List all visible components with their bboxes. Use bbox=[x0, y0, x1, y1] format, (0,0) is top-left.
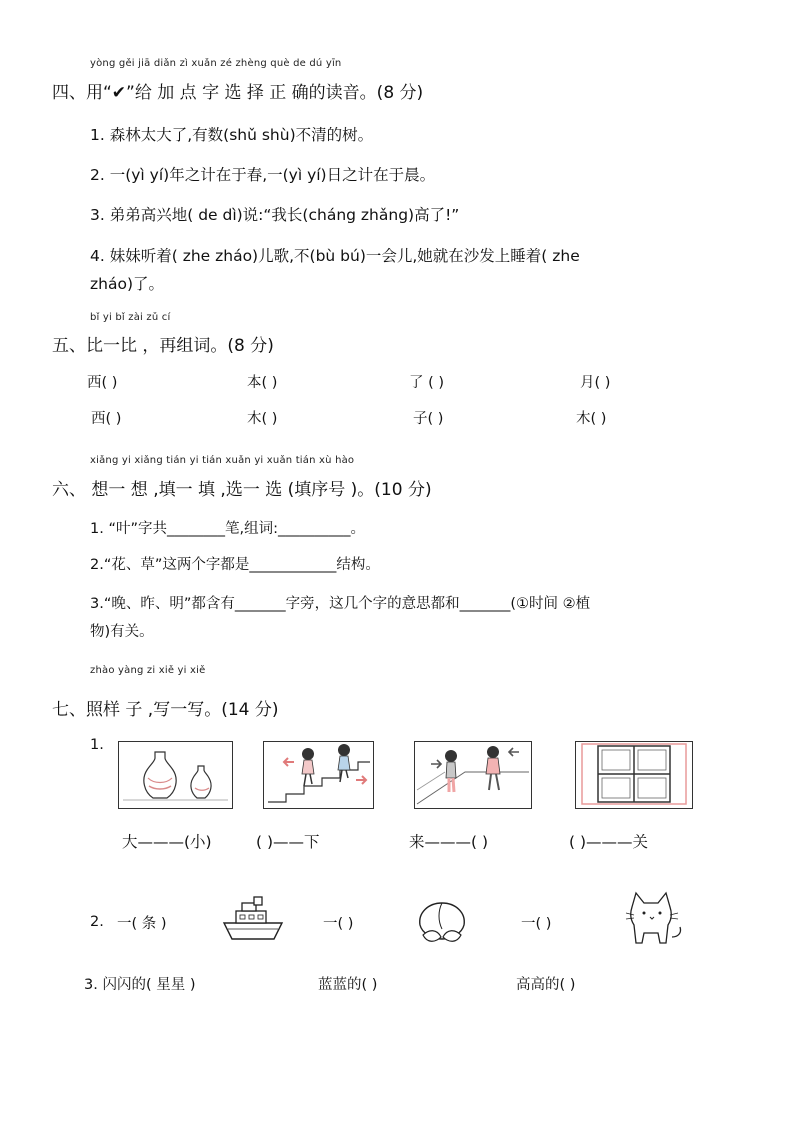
section6-question-3: 3.“晚、昨、明”都含有_______字旁，这几个字的意思都和_______(①时间 ②植 bbox=[90, 596, 591, 612]
section7-q1-number: 1. bbox=[90, 737, 104, 753]
section7-title: 七、照样 子 ,写一写。(14 分) bbox=[52, 700, 279, 720]
two-children-icon bbox=[414, 741, 532, 809]
section5-row2-item: 木( ) bbox=[576, 411, 607, 427]
section7-pinyin: zhào yàng zi xiě yi xiě bbox=[90, 665, 206, 676]
section4-pinyin: yòng gěi jiā diǎn zì xuǎn zé zhèng què de dú yīn bbox=[90, 58, 342, 69]
section5-row1-item: 西( ) bbox=[87, 375, 118, 391]
section4-title: 四、用“✔”给 加 点 字 选 择 正 确的读音。(8 分) bbox=[52, 83, 424, 103]
section4-question-4-cont: zháo)了。 bbox=[90, 275, 164, 293]
section7-q1-answer: ( )——下 bbox=[256, 833, 320, 851]
section7-q2-item: 一( 条 ) bbox=[117, 916, 167, 932]
section4-question-1: 1. 森林太大了,有数(shǔ shù)不清的树。 bbox=[90, 126, 374, 144]
section5-pinyin: bǐ yi bǐ zài zǔ cí bbox=[90, 312, 171, 323]
stairs-children-icon bbox=[263, 741, 374, 809]
section5-row1-item: 月( ) bbox=[580, 375, 611, 391]
section5-row2-item: 西( ) bbox=[91, 411, 122, 427]
section6-question-2: 2.“花、草”这两个字都是____________结构。 bbox=[90, 557, 380, 573]
section5-row2-item: 木( ) bbox=[247, 411, 278, 427]
section7-q2-item: 一( ) bbox=[323, 916, 354, 932]
cat-icon bbox=[622, 887, 684, 949]
section7-q2-item: 一( ) bbox=[521, 916, 552, 932]
section7-q3-item: 高高的( ) bbox=[516, 977, 576, 993]
peach-icon bbox=[415, 893, 470, 948]
section6-pinyin: xiǎng yi xiǎng tián yi tián xuǎn yi xuǎn tián xù hào bbox=[90, 455, 355, 466]
section6-title: 六、 想一 想 ,填一 填 ,选一 选 (填序号 )。(10 分) bbox=[52, 480, 432, 500]
section7-q3-item: 3. 闪闪的( 星星 ) bbox=[84, 977, 196, 993]
section5-title: 五、比一比 ，再组词。(8 分) bbox=[52, 336, 274, 356]
section7-q1-answer: 来———( ) bbox=[409, 833, 489, 851]
section7-q1-answer: ( )———关 bbox=[569, 833, 649, 851]
section6-question-3-cont: 物)有关。 bbox=[90, 624, 154, 640]
boat-icon bbox=[220, 895, 286, 943]
window-icon bbox=[575, 741, 693, 809]
section7-q2-number: 2. bbox=[90, 914, 104, 930]
section7-q1-answer: 大———(小) bbox=[122, 833, 212, 851]
section5-row2-item: 子( ) bbox=[413, 411, 444, 427]
section5-row1-item: 本( ) bbox=[247, 375, 278, 391]
section4-question-3: 3. 弟弟高兴地( de dì)说:“我长(cháng zhǎng)高了!” bbox=[90, 206, 460, 224]
section7-q3-item: 蓝蓝的( ) bbox=[318, 977, 378, 993]
vase-icon bbox=[118, 741, 233, 809]
section4-question-2: 2. 一(yì yí)年之计在于春,一(yì yí)日之计在于晨。 bbox=[90, 166, 436, 184]
section6-question-1: 1. “叶”字共________笔,组词:__________。 bbox=[90, 521, 365, 537]
section5-row1-item: 了 ( ) bbox=[409, 375, 445, 391]
section4-question-4: 4. 妹妹听着( zhe zháo)儿歌,不(bù bú)一会儿,她就在沙发上睡着( zhe bbox=[90, 247, 580, 265]
